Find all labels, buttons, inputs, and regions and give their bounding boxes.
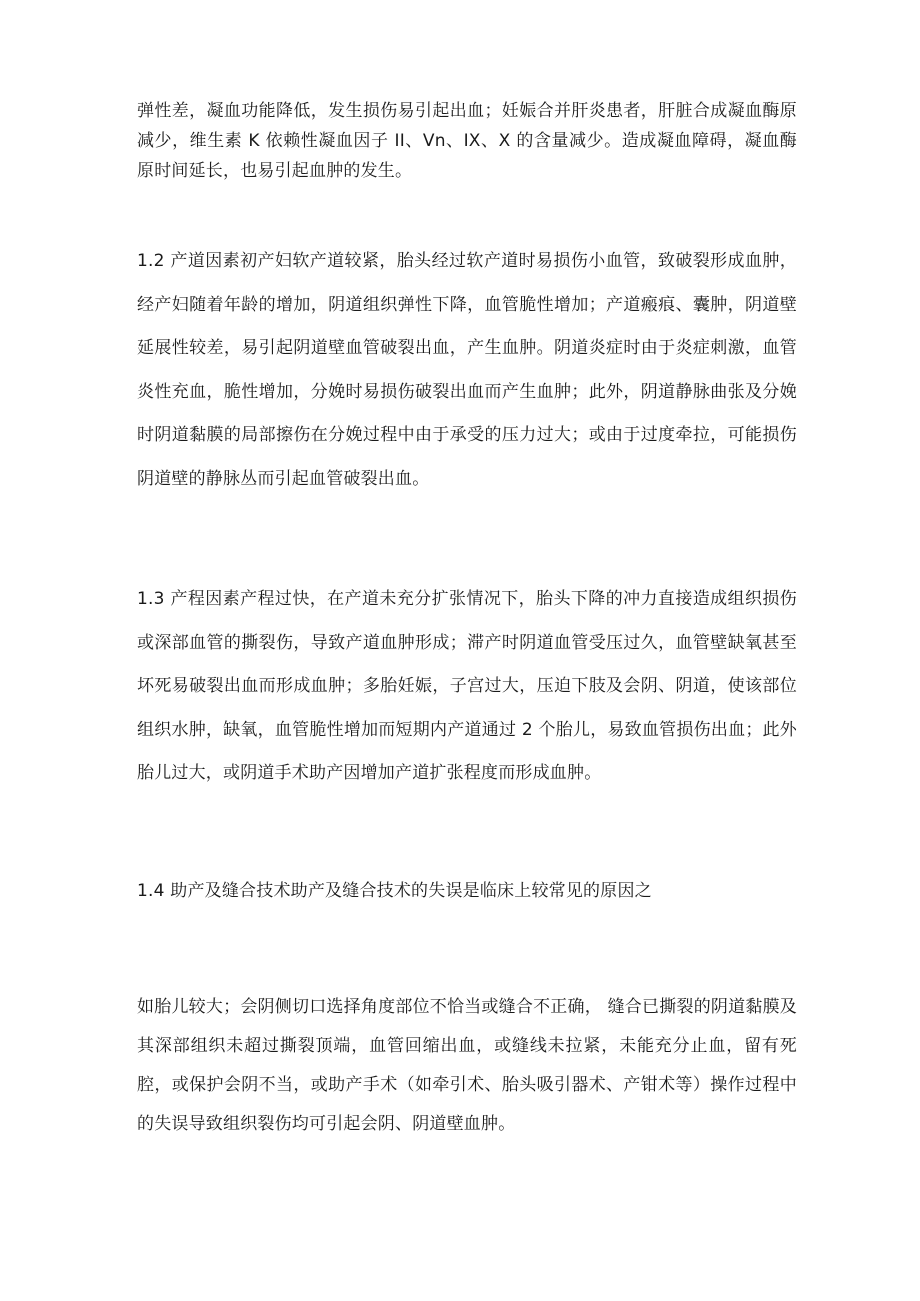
paragraph-section-1-2-birth-canal: 1.2 产道因素初产妇软产道较紧，胎头经过软产道时易损伤小血管，致破裂形成血肿，经产妇随着年龄的增加，阴道组织弹性下降，血管脆性增加；产道瘢痕、囊肿，阴道壁延展性较差，易引起阴道壁血管破裂出血，产生血肿。阴道炎症时由于炎症刺激，血管炎性充血，脆性增加，分娩时易损伤破裂出血而产生血肿；此外，阴道静脉曲张及分娩时阴道黏膜的局部擦伤在分娩过程中由于承受的压力过大；或由于过度牵拉，可能损伤阴道壁的静脉丛而引起血管破裂出血。 bbox=[137, 251, 797, 489]
paragraph-suturing-errors: 如胎儿较大；会阴侧切口选择角度部位不恰当或缝合不正确， 缝合已撕裂的阴道黏膜及其深部组织未超过撕裂顶端，血管回缩出血，或缝线未拉紧，未能充分止血，留有死腔，或保护会阴不当，或助产手术（如牵引术、胎头吸引器术、产钳术等）操作过程中的失误导致组织裂伤均可引起会阴、阴道壁血肿。 bbox=[137, 997, 797, 1134]
paragraph-section-1-4-heading: 1.4 助产及缝合技术助产及缝合技术的失误是临床上较常见的原因之 bbox=[137, 881, 652, 901]
paragraph-coagulation: 弹性差，凝血功能降低，发生损伤易引起出血；妊娠合并肝炎患者，肝脏合成凝血酶原减少，维生素 K 依赖性凝血因子 II、Vn、IX、X 的含量减少。造成凝血障碍，凝血酶原时间延长，也易引起血肿的发生。 bbox=[137, 101, 797, 181]
paragraph-section-1-3-labor-process: 1.3 产程因素产程过快，在产道未充分扩张情况下，胎头下降的冲力直接造成组织损伤或深部血管的撕裂伤，导致产道血肿形成；滞产时阴道血管受压过久，血管壁缺氧甚至坏死易破裂出血而形成血肿；多胎妊娠，子宫过大，压迫下肢及会阴、阴道，使该部位组织水肿，缺氧，血管脆性增加而短期内产道通过 2 个胎儿，易致血管损伤出血；此外胎儿过大，或阴道手术助产因增加产道扩张程度而形成血肿。 bbox=[137, 589, 797, 783]
